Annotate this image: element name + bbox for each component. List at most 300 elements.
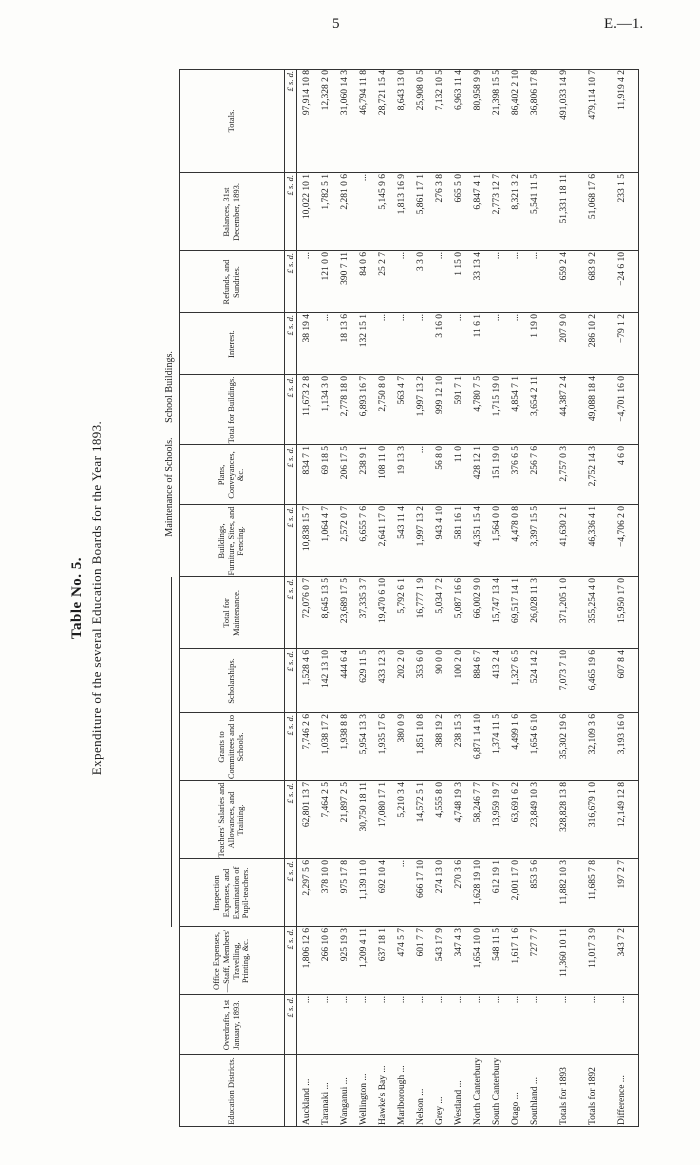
cell-plans: 11 0	[454, 446, 464, 463]
cell-balances: 5,541 11 5	[530, 174, 540, 215]
group-maintenance: Maintenance of Schools.	[164, 437, 175, 537]
cell-plans: 2,752 14 3	[588, 446, 598, 487]
cell-interest: −79 1 2	[617, 314, 627, 344]
cell-office: 1,654 10 0	[473, 928, 483, 969]
column-rule	[179, 1054, 638, 1055]
unit-label: £ s. d.	[285, 783, 295, 804]
cell-total-build: −4,701 16 0	[617, 376, 627, 422]
cell-interest: 207 9 0	[559, 314, 569, 343]
cell-total-maint: 15,950 17 0	[617, 578, 627, 624]
cell-balances: 5,145 9 6	[378, 174, 388, 210]
cell-interest: 132 15 1	[359, 314, 369, 348]
summary-row	[555, 69, 574, 1127]
cell-scholarships: 90 0 0	[435, 650, 445, 674]
unit-label: £ s. d.	[285, 253, 295, 274]
column-rule	[179, 858, 638, 859]
cell-inspection: 11,685 7 8	[588, 860, 598, 901]
column-rule	[179, 780, 638, 781]
cell-office: 1,806 12 6	[302, 928, 312, 969]
column-rule	[179, 926, 638, 927]
cell-balances: 5,861 17 1	[416, 174, 426, 215]
cell-inspection: 378 10 0	[321, 860, 331, 894]
cell-buildings: −4,706 2 0	[617, 506, 627, 547]
cell-total-maint: 371,205 1 0	[559, 578, 569, 624]
cell-office: 925 19 3	[340, 928, 350, 962]
header-total-build: Total for Buildings.	[225, 376, 236, 444]
cell-total-build: 11,673 2 8	[302, 376, 312, 417]
cell-inspection: ...	[397, 860, 407, 868]
unit-label: £ s. d.	[285, 507, 295, 528]
cell-scholarships: 6,465 19 6	[588, 650, 598, 691]
table-row	[507, 69, 526, 1127]
cell-total-maint: 72,076 0 7	[302, 578, 312, 619]
cell-refunds: 121 0 0	[321, 252, 331, 281]
cell-balances: 1,782 5 1	[321, 174, 331, 210]
header-buildings: Buildings, Furniture, Sites, and Fencing.	[216, 506, 246, 576]
rule-header-bottom	[284, 69, 285, 1127]
cell-totals: 491,033 14 9	[559, 70, 569, 120]
cell-interest: ...	[321, 314, 331, 322]
district-label: Marlborough ...	[397, 1065, 407, 1125]
cell-interest: 38 19 4	[302, 314, 312, 343]
cell-refunds: ...	[397, 252, 407, 260]
unit-label: £ s. d.	[285, 651, 295, 672]
cell-overdrafts: ...	[359, 996, 369, 1004]
cell-refunds: 390 7 11	[340, 252, 350, 285]
table-row	[488, 69, 507, 1127]
cell-salaries: 17,080 17 1	[378, 782, 388, 828]
cell-office: 266 10 6	[321, 928, 331, 962]
table-row	[317, 69, 336, 1127]
table-row	[336, 69, 355, 1127]
cell-total-maint: 5,792 6 1	[397, 578, 407, 614]
cell-interest: ...	[378, 314, 388, 322]
cell-office: 637 18 1	[378, 928, 388, 962]
cell-balances: 6,847 4 1	[473, 174, 483, 210]
cell-salaries: 4,748 19 3	[454, 782, 464, 823]
header-overdrafts: Overdrafts, 1st January, 1893.	[220, 999, 241, 1051]
cell-grants: 1,935 17 6	[378, 714, 388, 755]
cell-grants: 1,374 11 5	[492, 714, 502, 755]
cell-inspection: 666 17 10	[416, 860, 426, 898]
district-label: Westland ...	[454, 1080, 464, 1125]
rule-body-top	[296, 69, 297, 1127]
cell-buildings: 41,630 2 1	[559, 506, 569, 547]
table-right-edge	[179, 69, 638, 70]
cell-grants: 35,302 19 6	[559, 714, 569, 760]
cell-interest: ...	[416, 314, 426, 322]
cell-interest: ...	[397, 314, 407, 322]
cell-overdrafts: ...	[340, 996, 350, 1004]
cell-totals: 12,328 2 0	[321, 70, 331, 111]
cell-balances: 10,022 10 1	[302, 174, 312, 220]
column-rule	[179, 648, 638, 649]
cell-total-build: 1,715 19 0	[492, 376, 502, 417]
cell-refunds: 25 2 7	[378, 252, 388, 276]
cell-grants: 1,654 6 10	[530, 714, 540, 755]
cell-total-maint: 69,517 14 1	[511, 578, 521, 624]
cell-total-maint: 66,002 9 0	[473, 578, 483, 619]
cell-salaries: 58,246 7 7	[473, 782, 483, 823]
cell-salaries: 63,691 6 2	[511, 782, 521, 823]
column-rule	[179, 712, 638, 713]
cell-refunds: 1 15 0	[454, 252, 464, 276]
cell-grants: 5,954 13 3	[359, 714, 369, 755]
cell-grants: 1,938 8 8	[340, 714, 350, 750]
cell-balances: 1,813 16 9	[397, 174, 407, 215]
cell-totals: 11,919 4 2	[617, 70, 627, 111]
column-rule	[179, 994, 638, 995]
unit-label: £ s. d.	[285, 175, 295, 196]
cell-buildings: 1,064 4 7	[321, 506, 331, 542]
cell-total-maint: 355,254 4 0	[588, 578, 598, 624]
table-row	[355, 69, 374, 1127]
rotated-table-page	[69, 69, 700, 1127]
cell-refunds: ...	[435, 252, 445, 260]
cell-plans: 69 18 5	[321, 446, 331, 475]
cell-grants: 380 0 9	[397, 714, 407, 743]
cell-salaries: 328,828 13 8	[559, 782, 569, 832]
cell-plans: 2,757 0 3	[559, 446, 569, 482]
cell-salaries: 23,849 10 3	[530, 782, 540, 828]
unit-label: £ s. d.	[285, 71, 295, 92]
cell-total-build: 2,750 8 0	[378, 376, 388, 412]
header-inspection: Inspection Expenses, and Examination of Pupil-teachers.	[211, 866, 251, 920]
unit-label: £ s. d.	[285, 377, 295, 398]
cell-inspection: 270 3 6	[454, 860, 464, 889]
header-interest: Interest.	[225, 330, 236, 358]
table-row	[469, 69, 488, 1127]
header-total-maint: Total for Maintenance.	[220, 589, 241, 637]
cell-buildings: 10,838 15 7	[302, 506, 312, 552]
cell-totals: 80,958 9 9	[473, 70, 483, 111]
cell-inspection: 2,297 5 6	[302, 860, 312, 896]
cell-salaries: 5,210 3 4	[397, 782, 407, 818]
district-label: Totals for 1893	[559, 1067, 569, 1125]
unit-label: £ s. d.	[285, 861, 295, 882]
cell-grants: 4,499 1 6	[511, 714, 521, 750]
cell-grants: 3,193 16 0	[617, 714, 627, 755]
district-label: Wanganui ...	[340, 1077, 350, 1125]
cell-balances: 51,331 18 11	[559, 174, 569, 224]
cell-buildings: 543 11 4	[397, 506, 407, 539]
cell-scholarships: 142 13 10	[321, 650, 331, 688]
district-label: Grey ...	[435, 1096, 445, 1125]
table-subtitle: Expenditure of the several Education Boards for the Year 1893.	[89, 420, 104, 776]
cell-scholarships: 413 2 4	[492, 650, 502, 679]
district-label: Southland ...	[530, 1076, 540, 1125]
cell-grants: 238 15 3	[454, 714, 464, 748]
cell-plans: 238 9 1	[359, 446, 369, 475]
cell-plans: 108 11 0	[378, 446, 388, 479]
district-label: Hawke's Bay ...	[378, 1065, 388, 1125]
cell-total-maint: 16,777 1 9	[416, 578, 426, 619]
cell-balances: 233 1 5	[617, 174, 627, 203]
cell-total-build: 2,778 18 0	[340, 376, 350, 417]
cell-overdrafts: ...	[530, 996, 540, 1004]
cell-office: 343 7 2	[617, 928, 627, 957]
cell-balances: 665 5 0	[454, 174, 464, 203]
cell-overdrafts: ...	[302, 996, 312, 1004]
cell-interest: 11 6 1	[473, 314, 483, 338]
cell-overdrafts: ...	[511, 996, 521, 1004]
cell-office: 474 5 7	[397, 928, 407, 957]
cell-grants: 6,871 14 10	[473, 714, 483, 760]
cell-buildings: 4,351 15 4	[473, 506, 483, 547]
table-row	[374, 69, 393, 1127]
cell-balances: ...	[359, 174, 369, 182]
cell-scholarships: 353 6 0	[416, 650, 426, 679]
header-salaries: Teachers' Salaries and Allowances, and Training.	[216, 782, 246, 858]
cell-totals: 36,806 17 8	[530, 70, 540, 116]
cell-plans: 19 13 3	[397, 446, 407, 475]
cell-inspection: 2,001 17 0	[511, 860, 521, 901]
cell-total-build: 49,088 18 4	[588, 376, 598, 422]
cell-grants: 1,038 17 2	[321, 714, 331, 755]
unit-label: £ s. d.	[285, 315, 295, 336]
cell-overdrafts: ...	[397, 996, 407, 1004]
cell-refunds: ...	[492, 252, 502, 260]
cell-office: 601 7 7	[416, 928, 426, 957]
district-label: Otago ...	[511, 1092, 521, 1125]
district-label: Wellington ...	[359, 1073, 369, 1125]
cell-total-maint: 23,689 17 5	[340, 578, 350, 624]
cell-scholarships: 629 11 5	[359, 650, 369, 683]
cell-salaries: 21,897 2 5	[340, 782, 350, 823]
cell-totals: 25,908 0 5	[416, 70, 426, 111]
cell-inspection: 975 17 8	[340, 860, 350, 894]
table-row	[393, 69, 412, 1127]
cell-scholarships: 884 6 7	[473, 650, 483, 679]
cell-plans: 4 6 0	[617, 446, 627, 465]
cell-inspection: 1,628 19 10	[473, 860, 483, 906]
cell-refunds: ...	[511, 252, 521, 260]
cell-buildings: 6,655 7 6	[359, 506, 369, 542]
summary-row	[584, 69, 603, 1127]
cell-scholarships: 7,073 7 10	[559, 650, 569, 691]
cell-salaries: 14,572 5 1	[416, 782, 426, 823]
cell-totals: 28,721 15 4	[378, 70, 388, 116]
cell-balances: 276 3 8	[435, 174, 445, 203]
cell-interest: ...	[454, 314, 464, 322]
column-rule	[179, 312, 638, 313]
table-title: Table No. 5.	[69, 556, 85, 640]
table-row	[526, 69, 545, 1127]
cell-overdrafts: ...	[492, 996, 502, 1004]
district-label: Totals for 1892	[588, 1067, 598, 1125]
cell-refunds: −24 6 10	[617, 252, 627, 286]
cell-plans: 56 8 0	[435, 446, 445, 470]
cell-total-maint: 5,087 16 6	[454, 578, 464, 619]
cell-office: 1,617 1 6	[511, 928, 521, 964]
rule-maintenance-group	[171, 577, 172, 927]
unit-label: £ s. d.	[285, 579, 295, 600]
cell-total-build: 3,654 2 11	[530, 376, 540, 417]
cell-inspection: 853 5 6	[530, 860, 540, 889]
cell-plans: 151 19 0	[492, 446, 502, 480]
column-rule	[179, 576, 638, 577]
cell-totals: 8,643 13 0	[397, 70, 407, 111]
cell-scholarships: 100 2 0	[454, 650, 464, 679]
cell-refunds: 3 3 0	[416, 252, 426, 271]
cell-totals: 7,132 10 5	[435, 70, 445, 111]
page-number: 5	[332, 16, 340, 32]
cell-overdrafts: ...	[435, 996, 445, 1004]
cell-total-maint: 15,747 13 4	[492, 578, 502, 624]
cell-total-build: 4,780 7 5	[473, 376, 483, 412]
cell-inspection: 1,139 11 0	[359, 860, 369, 901]
cell-refunds: 33 13 4	[473, 252, 483, 281]
cell-refunds: ...	[530, 252, 540, 260]
column-rule	[179, 504, 638, 505]
cell-office: 727 7 7	[530, 928, 540, 957]
summary-row	[613, 69, 632, 1127]
cell-office: 11,017 3 9	[588, 928, 598, 969]
cell-overdrafts: ...	[617, 996, 627, 1004]
cell-inspection: 274 13 0	[435, 860, 445, 894]
cell-salaries: 30,750 18 11	[359, 782, 369, 832]
cell-office: 548 11 5	[492, 928, 502, 961]
cell-totals: 31,060 14 3	[340, 70, 350, 116]
cell-totals: 97,914 10 8	[302, 70, 312, 116]
table-row	[298, 69, 317, 1127]
district-label: Nelson ...	[416, 1088, 426, 1125]
cell-buildings: 943 4 10	[435, 506, 445, 540]
cell-plans: 376 6 5	[511, 446, 521, 475]
cell-inspection: 692 10 4	[378, 860, 388, 894]
cell-interest: ...	[492, 314, 502, 322]
unit-label: £ s. d.	[285, 997, 295, 1018]
cell-grants: 388 19 2	[435, 714, 445, 748]
district-label: Auckland ...	[302, 1078, 312, 1125]
header-district: Education Districts.	[225, 1057, 236, 1125]
cell-plans: 256 7 6	[530, 446, 540, 475]
column-rule	[179, 250, 638, 251]
cell-total-maint: 26,028 11 3	[530, 578, 540, 623]
header-refunds: Refunds, and Sundries.	[220, 259, 241, 305]
cell-overdrafts: ...	[416, 996, 426, 1004]
cell-totals: 86,402 2 10	[511, 70, 521, 116]
cell-grants: 32,109 3 6	[588, 714, 598, 755]
cell-overdrafts: ...	[321, 996, 331, 1004]
cell-total-build: 563 4 7	[397, 376, 407, 405]
cell-total-maint: 8,645 13 5	[321, 578, 331, 619]
cell-totals: 46,794 11 8	[359, 70, 369, 115]
header-plans: Plans, Conveyances, &c.	[216, 451, 246, 499]
cell-totals: 479,114 10 7	[588, 70, 598, 120]
cell-plans: 206 17 5	[340, 446, 350, 480]
cell-total-maint: 19,470 6 10	[378, 578, 388, 624]
cell-buildings: 1,997 13 2	[416, 506, 426, 547]
cell-overdrafts: ...	[473, 996, 483, 1004]
cell-total-maint: 5,034 7 2	[435, 578, 445, 614]
header-grants: Grants to Committees and to Schools.	[216, 714, 246, 780]
district-label: South Canterbury	[492, 1057, 502, 1125]
cell-total-build: 44,387 2 4	[559, 376, 569, 417]
cell-balances: 2,281 0 6	[340, 174, 350, 210]
cell-inspection: 197 2 7	[617, 860, 627, 889]
cell-buildings: 46,336 4 1	[588, 506, 598, 547]
district-label: Difference ...	[617, 1075, 627, 1125]
cell-overdrafts: ...	[454, 996, 464, 1004]
cell-buildings: 4,478 0 8	[511, 506, 521, 542]
cell-refunds: 683 9 2	[588, 252, 598, 281]
cell-inspection: 612 19 1	[492, 860, 502, 894]
cell-total-build: 4,854 7 1	[511, 376, 521, 412]
cell-buildings: 3,397 15 5	[530, 506, 540, 547]
cell-scholarships: 524 14 2	[530, 650, 540, 684]
cell-scholarships: 1,327 6 5	[511, 650, 521, 686]
cell-salaries: 316,679 1 0	[588, 782, 598, 828]
cell-plans: 428 12 1	[473, 446, 483, 480]
unit-label: £ s. d.	[285, 929, 295, 950]
cell-scholarships: 433 12 3	[378, 650, 388, 684]
cell-inspection: 11,882 10 3	[559, 860, 569, 905]
unit-label: £ s. d.	[285, 447, 295, 468]
cell-salaries: 7,464 2 5	[321, 782, 331, 818]
cell-overdrafts: ...	[559, 996, 569, 1004]
cell-interest: 18 13 6	[340, 314, 350, 343]
cell-refunds: 659 2 4	[559, 252, 569, 281]
cell-salaries: 4,555 8 0	[435, 782, 445, 818]
table-left-edge	[179, 1126, 638, 1127]
cell-refunds: ...	[302, 252, 312, 260]
column-rule	[179, 444, 638, 445]
cell-buildings: 1,564 0 0	[492, 506, 502, 542]
cell-interest: 1 19 0	[530, 314, 540, 338]
cell-balances: 51,068 17 6	[588, 174, 598, 220]
cell-office: 11,360 10 11	[559, 928, 569, 978]
unit-label: £ s. d.	[285, 715, 295, 736]
cell-total-build: 6,893 16 7	[359, 376, 369, 417]
table-row	[412, 69, 431, 1127]
cell-total-build: 1,997 13 2	[416, 376, 426, 417]
cell-scholarships: 444 6 4	[340, 650, 350, 679]
cell-salaries: 12,149 12 8	[617, 782, 627, 828]
cell-totals: 6,963 11 4	[454, 70, 464, 111]
cell-total-build: 591 7 1	[454, 376, 464, 405]
cell-buildings: 581 16 1	[454, 506, 464, 540]
header-totals: Totals.	[225, 109, 236, 133]
cell-scholarships: 202 2 0	[397, 650, 407, 679]
cell-interest: 3 16 0	[435, 314, 445, 338]
cell-grants: 7,746 2 6	[302, 714, 312, 750]
table-row	[450, 69, 469, 1127]
cell-total-build: 1,134 3 0	[321, 376, 331, 412]
header-office: Office Expenses,—Staff, Members' Travelling, Printing, &c.	[211, 929, 251, 993]
cell-plans: 834 7 1	[302, 446, 312, 475]
cell-overdrafts: ...	[378, 996, 388, 1004]
cell-overdrafts: ...	[588, 996, 598, 1004]
cell-interest: 286 10 2	[588, 314, 598, 348]
document-reference: E.—1.	[604, 16, 644, 32]
cell-totals: 21,398 15 5	[492, 70, 502, 116]
cell-scholarships: 607 8 4	[617, 650, 627, 679]
table-row	[431, 69, 450, 1127]
cell-refunds: 84 0 6	[359, 252, 369, 276]
cell-balances: 8,321 3 2	[511, 174, 521, 210]
cell-balances: 2,773 12 7	[492, 174, 502, 215]
column-rule	[179, 374, 638, 375]
cell-office: 1,209 4 11	[359, 928, 369, 969]
rule-top	[179, 69, 180, 1127]
header-balances: Balances, 31st December, 1893.	[220, 183, 241, 241]
cell-buildings: 2,572 0 7	[340, 506, 350, 542]
cell-plans: ...	[416, 446, 426, 454]
cell-interest: ...	[511, 314, 521, 322]
cell-salaries: 13,959 19 7	[492, 782, 502, 828]
district-label: North Canterbury	[473, 1057, 483, 1125]
